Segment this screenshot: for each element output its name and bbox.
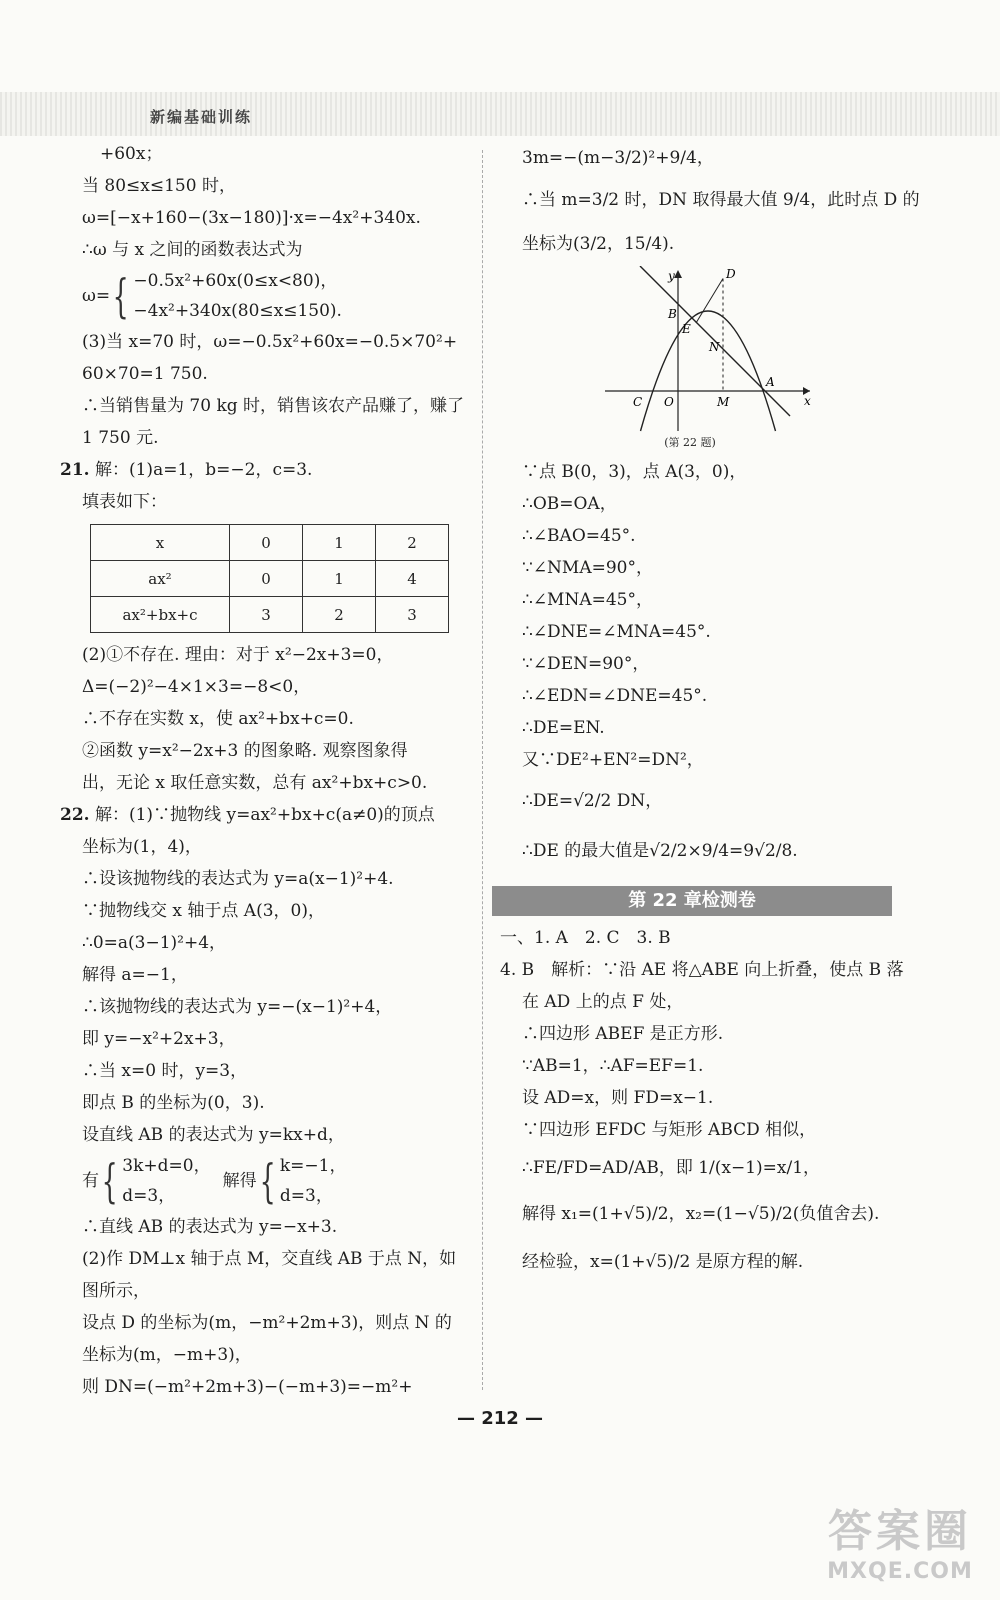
parabola-curve	[641, 311, 776, 431]
equation-line: k=−1，	[279, 1156, 347, 1176]
text-line: ∴当 m=3/2 时，DN 取得最大值 9/4，此时点 D 的	[522, 190, 920, 210]
table-cell: 3	[230, 597, 303, 633]
label-y: y	[668, 269, 675, 283]
text-line: 60×70=1 750.	[82, 364, 208, 384]
label-x: x	[804, 394, 811, 408]
table-cell: 2	[303, 597, 376, 633]
text-line: ∴∠MNA=45°，	[522, 590, 653, 610]
text-line: ∴DE 的最大值是√2/2×9/4=9√2/8.	[522, 841, 798, 861]
table-row	[91, 525, 449, 561]
text-line: 则 DN=(−m²+2m+3)−(−m+3)=−m²+	[82, 1377, 413, 1397]
text-line: ∴∠DNE=∠MNA=45°.	[522, 622, 711, 642]
section-banner: 第 22 章检测卷	[492, 886, 892, 916]
text-line: (3)当 x=70 时，ω=−0.5x²+60x=−0.5×70²+	[82, 332, 458, 352]
text-line: 设直线 AB 的表达式为 y=kx+d，	[82, 1125, 345, 1145]
text-line: ∴∠EDN=∠DNE=45°.	[522, 686, 708, 706]
table-cell: ax²+bx+c	[91, 597, 230, 633]
label-d: D	[726, 267, 736, 281]
text-line: ②函数 y=x²−2x+3 的图象略. 观察图象得	[82, 741, 408, 761]
text-line: 解得 x₁=(1+√5)/2，x₂=(1−√5)/2(负值舍去).	[522, 1204, 880, 1224]
case-line: −4x²+340x(80≤x≤150).	[133, 301, 342, 321]
text-line: ∴DE=√2/2 DN，	[522, 791, 663, 811]
label-o: O	[664, 395, 674, 409]
text-line: 坐标为(m，−m+3)，	[82, 1345, 252, 1365]
question-text: 解：(1)a=1，b=−2，c=3.	[94, 460, 313, 480]
text-line: (2)作 DM⊥x 轴于点 M，交直线 AB 于点 N，如	[82, 1249, 457, 1269]
text-line: ∴设该抛物线的表达式为 y=a(x−1)²+4.	[82, 869, 394, 889]
text-line: ∴当 x=0 时，y=3，	[82, 1061, 248, 1081]
right-column	[500, 138, 920, 1286]
text-line: 图所示，	[82, 1281, 150, 1301]
table-cell: 2	[376, 525, 449, 561]
table-cell: 0	[230, 561, 303, 597]
watermark	[805, 1495, 995, 1584]
text-line: 即 y=−x²+2x+3，	[82, 1029, 236, 1049]
table-cell: 3	[376, 597, 449, 633]
text-line: +60x；	[100, 144, 163, 164]
table-cell: 4	[376, 561, 449, 597]
text-line: 又∵DE²+EN²=DN²，	[522, 750, 704, 770]
text-line: ∵四边形 EFDC 与矩形 ABCD 相似，	[522, 1120, 817, 1140]
label-b: B	[668, 307, 677, 321]
label-m: M	[717, 395, 730, 409]
watermark-url: MXQE.COM	[827, 1559, 973, 1584]
text-line: 经检验，x=(1+√5)/2 是原方程的解.	[522, 1252, 804, 1272]
text-line: ∴ω 与 x 之间的函数表达式为	[82, 240, 303, 260]
text-line: Δ=(−2)²−4×1×3=−8<0，	[82, 677, 311, 697]
figure-caption: (第 22 题)	[664, 436, 716, 449]
question-text: 解：(1)∵抛物线 y=ax²+bx+c(a≠0)的顶点	[94, 805, 435, 825]
text-line: 在 AD 上的点 F 处，	[522, 992, 684, 1012]
segment-de	[696, 279, 723, 324]
parabola-figure	[600, 266, 910, 436]
equation-line: 3k+d=0，	[122, 1156, 211, 1176]
text-line: 坐标为(3/2，15/4).	[522, 234, 675, 254]
equation-line: d=3，	[122, 1186, 176, 1206]
equation-system	[60, 1151, 460, 1211]
text-line: ∵AB=1，∴AF=EF=1.	[522, 1056, 704, 1076]
text-line: ∴∠BAO=45°.	[522, 526, 636, 546]
question-number: 22.	[60, 805, 90, 825]
text-line: ω=[−x+160−(3x−180)]·x=−4x²+340x.	[82, 208, 421, 228]
text-line: 当 80≤x≤150 时，	[82, 176, 236, 196]
table-cell: 1	[303, 525, 376, 561]
text-line: (2)①不存在. 理由：对于 x²−2x+3=0，	[82, 645, 394, 665]
omega-piecewise	[60, 266, 460, 326]
label-e: E	[682, 322, 691, 336]
equation-line: d=3，	[279, 1186, 333, 1206]
text-line: 设点 D 的坐标为(m，−m²+2m+3)，则点 N 的	[82, 1313, 452, 1333]
label-a: A	[766, 375, 775, 389]
text-line: ∴0=a(3−1)²+4，	[82, 933, 227, 953]
text-line: 坐标为(1，4)，	[82, 837, 202, 857]
value-table	[90, 524, 449, 633]
text-line: 3m=−(m−3/2)²+9/4，	[522, 148, 714, 168]
solution-equations	[280, 1151, 347, 1211]
text-line: 即点 B 的坐标为(0，3).	[82, 1093, 265, 1113]
text-line: ∴直线 AB 的表达式为 y=−x+3.	[82, 1217, 338, 1237]
text-line: 设 AD=x，则 FD=x−1.	[522, 1088, 714, 1108]
figure-svg	[600, 266, 820, 436]
text-line: ∴DE=EN.	[522, 718, 605, 738]
table-row	[91, 597, 449, 633]
table-cell: 1	[303, 561, 376, 597]
text-line: ∴FE/FD=AD/AB，即 1/(x−1)=x/1，	[522, 1158, 821, 1178]
text-line: 1 750 元.	[82, 428, 159, 448]
text-line: ∵∠NMA=90°，	[522, 558, 653, 578]
table-cell: x	[91, 525, 230, 561]
text-line: ∴四边形 ABEF 是正方形.	[522, 1024, 724, 1044]
system-prefix: 有	[82, 1171, 99, 1191]
text-line: ∵点 B(0，3)，点 A(3，0)，	[522, 462, 747, 482]
column-divider	[482, 150, 483, 1390]
table-row	[91, 561, 449, 597]
text-line: ∴该抛物线的表达式为 y=−(x−1)²+4，	[82, 997, 393, 1017]
omega-prefix: ω=	[82, 286, 111, 306]
text-line: 出，无论 x 取任意实数，总有 ax²+bx+c>0.	[82, 773, 428, 793]
text-line: ∴OB=OA，	[522, 494, 617, 514]
solve-label: 解得	[222, 1171, 257, 1191]
brace-icon: {	[112, 269, 129, 323]
system-equations	[122, 1151, 210, 1211]
text-line: ∴当销售量为 70 kg 时，销售该农产品赚了，赚了	[82, 396, 465, 416]
text-line: 填表如下：	[82, 492, 167, 512]
label-c: C	[633, 395, 643, 409]
text-line: 解得 a=−1，	[82, 965, 188, 985]
question-21-head	[60, 454, 460, 486]
book-title: 新编基础训练	[150, 108, 253, 126]
table-cell: ax²	[91, 561, 230, 597]
label-n: N	[709, 340, 720, 354]
text-line: ∴不存在实数 x，使 ax²+bx+c=0.	[82, 709, 354, 729]
text-line: 4. B 解析：∵沿 AE 将△ABE 向上折叠，使点 B 落	[500, 960, 904, 980]
question-22-head	[60, 799, 460, 831]
table-cell: 0	[230, 525, 303, 561]
text-line: 一、1. A 2. C 3. B	[500, 928, 671, 948]
omega-cases	[133, 266, 342, 326]
text-line: ∵抛物线交 x 轴于点 A(3，0)，	[82, 901, 325, 921]
question-number: 21.	[60, 460, 90, 480]
brace-icon: {	[259, 1154, 276, 1208]
y-arrow-icon	[674, 270, 682, 278]
case-line: −0.5x²+60x(0≤x<80)，	[133, 271, 338, 291]
page-number: — 212 —	[456, 1408, 544, 1429]
brace-icon: {	[101, 1154, 118, 1208]
left-column	[60, 138, 465, 1403]
text-line: ∵∠DEN=90°，	[522, 654, 650, 674]
watermark-title: 答案圈	[828, 1506, 972, 1557]
